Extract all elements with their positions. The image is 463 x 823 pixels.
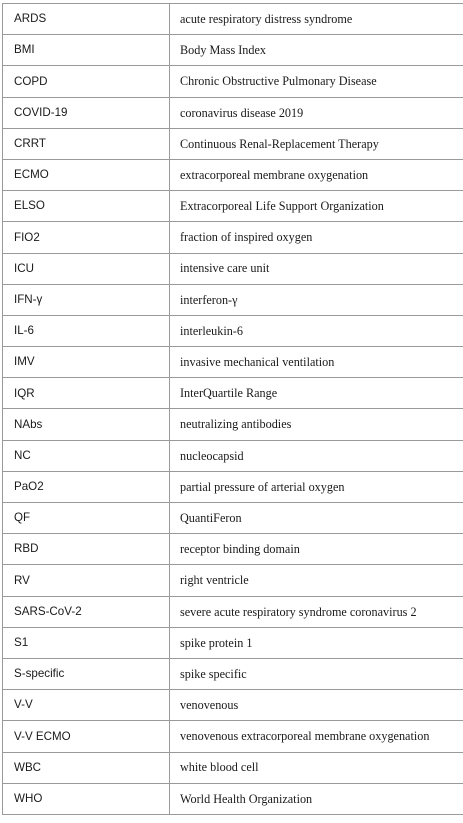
table-row [3, 378, 463, 409]
definition-cell: acute respiratory distress syndrome [170, 4, 463, 35]
definition-cell: venovenous [170, 690, 463, 721]
table-row [3, 191, 463, 222]
definition-cell: fraction of inspired oxygen [170, 222, 463, 253]
abbreviation-cell: ECMO [3, 159, 170, 190]
abbreviation-cell: ARDS [3, 4, 170, 35]
table-row [3, 159, 463, 190]
table-row [3, 97, 463, 128]
abbreviation-cell: S-specific [3, 658, 170, 689]
table-row [3, 347, 463, 378]
abbreviation-cell: ICU [3, 253, 170, 284]
abbreviation-cell: S1 [3, 627, 170, 658]
abbreviation-cell: CRRT [3, 128, 170, 159]
abbreviation-cell: IQR [3, 378, 170, 409]
table-row [3, 4, 463, 35]
abbreviations-table [2, 3, 463, 815]
abbreviation-cell: NAbs [3, 409, 170, 440]
abbreviation-cell: BMI [3, 35, 170, 66]
table-row [3, 503, 463, 534]
definition-cell: partial pressure of arterial oxygen [170, 471, 463, 502]
definition-cell: white blood cell [170, 752, 463, 783]
abbreviation-cell: NC [3, 440, 170, 471]
abbreviation-cell: SARS-CoV-2 [3, 596, 170, 627]
table-row [3, 721, 463, 752]
abbreviation-cell: RBD [3, 534, 170, 565]
definition-cell: severe acute respiratory syndrome coronavirus 2 [170, 596, 463, 627]
table-row [3, 596, 463, 627]
definition-cell: spike protein 1 [170, 627, 463, 658]
abbreviation-cell: IL-6 [3, 315, 170, 346]
table-row [3, 783, 463, 814]
table-row [3, 627, 463, 658]
abbreviation-cell: ELSO [3, 191, 170, 222]
abbreviation-cell: WBC [3, 752, 170, 783]
abbreviation-cell: COVID-19 [3, 97, 170, 128]
definition-cell: Extracorporeal Life Support Organization [170, 191, 463, 222]
definition-cell: interferon-γ [170, 284, 463, 315]
definition-cell: Chronic Obstructive Pulmonary Disease [170, 66, 463, 97]
table-row [3, 66, 463, 97]
definition-cell: neutralizing antibodies [170, 409, 463, 440]
abbreviation-cell: QF [3, 503, 170, 534]
definition-cell: intensive care unit [170, 253, 463, 284]
definition-cell: World Health Organization [170, 783, 463, 814]
table-row [3, 253, 463, 284]
table-row [3, 284, 463, 315]
abbreviations-table-body [3, 4, 463, 815]
definition-cell: coronavirus disease 2019 [170, 97, 463, 128]
table-row [3, 128, 463, 159]
table-row [3, 440, 463, 471]
definition-cell: InterQuartile Range [170, 378, 463, 409]
abbreviation-cell: RV [3, 565, 170, 596]
table-row [3, 409, 463, 440]
abbreviation-cell: IMV [3, 347, 170, 378]
table-row [3, 690, 463, 721]
abbreviation-cell: WHO [3, 783, 170, 814]
table-row [3, 471, 463, 502]
table-row [3, 565, 463, 596]
abbreviations-table-container [2, 3, 460, 815]
abbreviation-cell: PaO2 [3, 471, 170, 502]
abbreviation-cell: FIO2 [3, 222, 170, 253]
definition-cell: interleukin-6 [170, 315, 463, 346]
abbreviation-cell: V-V [3, 690, 170, 721]
abbreviation-cell: COPD [3, 66, 170, 97]
definition-cell: venovenous extracorporeal membrane oxygenation [170, 721, 463, 752]
table-row [3, 534, 463, 565]
definition-cell: receptor binding domain [170, 534, 463, 565]
table-row [3, 752, 463, 783]
table-row [3, 222, 463, 253]
definition-cell: extracorporeal membrane oxygenation [170, 159, 463, 190]
table-row [3, 658, 463, 689]
definition-cell: right ventricle [170, 565, 463, 596]
definition-cell: Continuous Renal-Replacement Therapy [170, 128, 463, 159]
definition-cell: spike specific [170, 658, 463, 689]
abbreviation-cell: IFN-γ [3, 284, 170, 315]
definition-cell: QuantiFeron [170, 503, 463, 534]
definition-cell: invasive mechanical ventilation [170, 347, 463, 378]
definition-cell: nucleocapsid [170, 440, 463, 471]
table-row [3, 35, 463, 66]
definition-cell: Body Mass Index [170, 35, 463, 66]
abbreviation-cell: V-V ECMO [3, 721, 170, 752]
table-row [3, 315, 463, 346]
